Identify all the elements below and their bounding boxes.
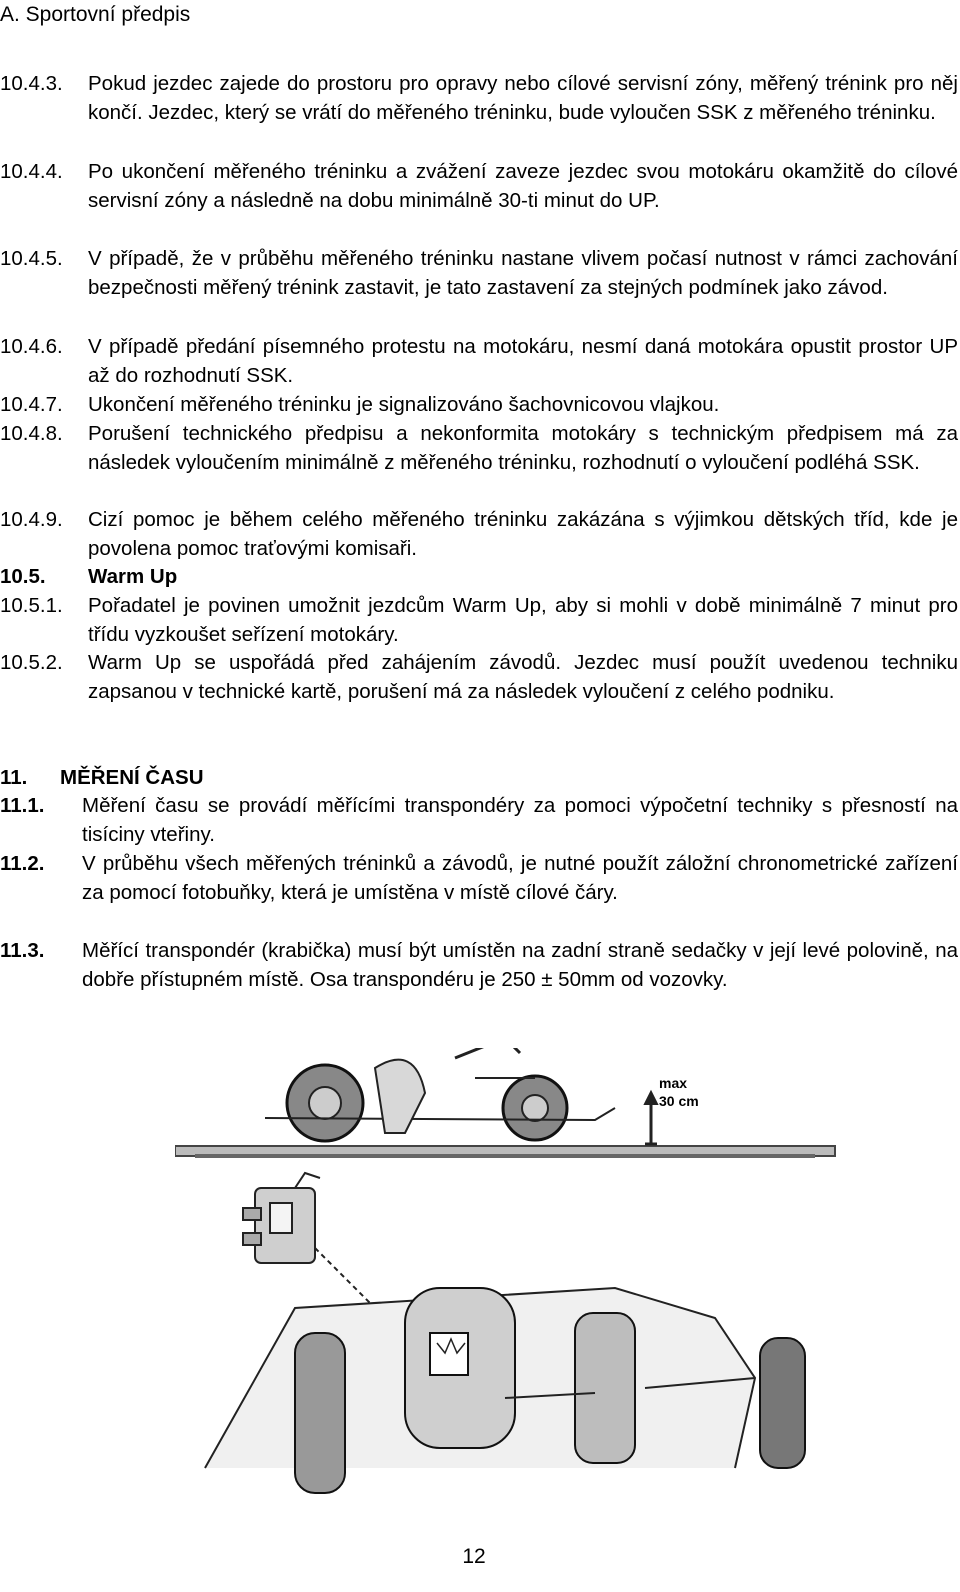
section-11-1 <box>0 791 958 849</box>
section-number: 10.5. <box>0 565 46 588</box>
section-10-4-7 <box>0 390 958 419</box>
kart-side-view <box>175 1048 835 1156</box>
section-text: Měřící transpondér (krabička) musí být umístěn na zadní straně sedačky v její levé polovině, na dobře přístupném místě. Osa transpondéru je 250 ± 50mm od vozovky. <box>82 939 958 991</box>
height-marker <box>645 1092 657 1144</box>
figure-label-30cm: 30 cm <box>659 1093 699 1109</box>
section-number: 11.1. <box>0 794 45 817</box>
section-10-4-6 <box>0 332 958 390</box>
section-number: 10.5.1. <box>0 594 63 617</box>
section-number: 10.4.9. <box>0 508 63 531</box>
section-10-5-2 <box>0 648 958 706</box>
section-text: Pokud jezdec zajede do prostoru pro opravy nebo cílové servisní zóny, měřený trénink pro něj končí. Jezdec, který se vrátí do měřeného tréninku, bude vyloučen SSK z měřeného tréninku. <box>88 72 958 124</box>
section-number: 10.4.7. <box>0 393 63 416</box>
section-10-4-5 <box>0 244 958 302</box>
section-10-4-3 <box>0 69 958 127</box>
section-11-2 <box>0 849 958 907</box>
page-number: 12 <box>462 1545 486 1568</box>
section-number: 10.4.4. <box>0 160 63 183</box>
section-text: Warm Up se uspořádá před zahájením závodů. Jezdec musí použít uvedenou techniku zapsanou v technické kartě, porušení má za následek vyloučení z celého podniku. <box>88 651 958 703</box>
section-number: 10.4.8. <box>0 422 63 445</box>
section-title: Warm Up <box>88 565 178 588</box>
section-text: Porušení technického předpisu a nekonformita motokáry s technickým předpisem má za následek vyloučením minimálně z měřeného tréninku, rozhodnutí o vyloučení podléhá SSK. <box>88 422 958 474</box>
section-11-heading <box>0 763 958 792</box>
section-10-4-4 <box>0 157 958 215</box>
section-10-4-8 <box>0 419 958 477</box>
section-text: Měření času se provádí měřícími transpondéry za pomoci výpočetní techniky s přesností na tisíciny vteřiny. <box>82 794 958 846</box>
section-10-5-1 <box>0 591 958 649</box>
section-11-3 <box>0 936 958 994</box>
figure-label-max: max <box>659 1075 688 1091</box>
section-text: V případě předání písemného protestu na motokáru, nesmí daná motokára opustit prostor UP až do rozhodnutí SSK. <box>88 335 958 387</box>
section-number: 11.2. <box>0 852 45 875</box>
section-text: Ukončení měřeného tréninku je signalizováno šachovnicovou vlajkou. <box>88 393 720 416</box>
section-text: Cizí pomoc je během celého měřeného tréninku zakázána s výjimkou dětských tříd, kde je povolena pomoc traťovými komisaři. <box>88 508 958 560</box>
section-number: 11.3. <box>0 939 45 962</box>
section-text: Pořadatel je povinen umožnit jezdcům Warm Up, aby si mohli v době minimálně 7 minut pro třídu vyzkoušet seřízení motokáry. <box>88 594 958 646</box>
section-number: 10.4.3. <box>0 72 63 95</box>
page-header: A. Sportovní předpis <box>0 3 191 26</box>
section-10-4-9 <box>0 505 958 563</box>
section-text: Po ukončení měřeného tréninku a zvážení zaveze jezdec svou motokáru okamžitě do cílové servisní zóny a následně na dobu minimálně 30-ti minut do UP. <box>88 160 958 212</box>
kart-transponder-figure <box>175 1048 925 1518</box>
section-text: V případě, že v průběhu měřeného tréninku nastane vlivem počasí nutnost v rámci zachování bezpečnosti měřený trénink zastavit, je tato zastavení za stejných podmínek jako závod. <box>88 247 958 299</box>
section-10-5-heading <box>0 562 958 591</box>
section-number: 10.5.2. <box>0 651 63 674</box>
section-number: 11. <box>0 766 28 789</box>
section-text: V průběhu všech měřených tréninků a závodů, je nutné použít záložní chronometrické zařízení za pomocí fotobuňky, která je umístěna v místě cílové čáry. <box>82 852 958 904</box>
section-number: 10.4.5. <box>0 247 63 270</box>
kart-top-view <box>205 1288 805 1493</box>
section-number: 10.4.6. <box>0 335 63 358</box>
section-title: MĚŘENÍ ČASU <box>60 766 204 789</box>
